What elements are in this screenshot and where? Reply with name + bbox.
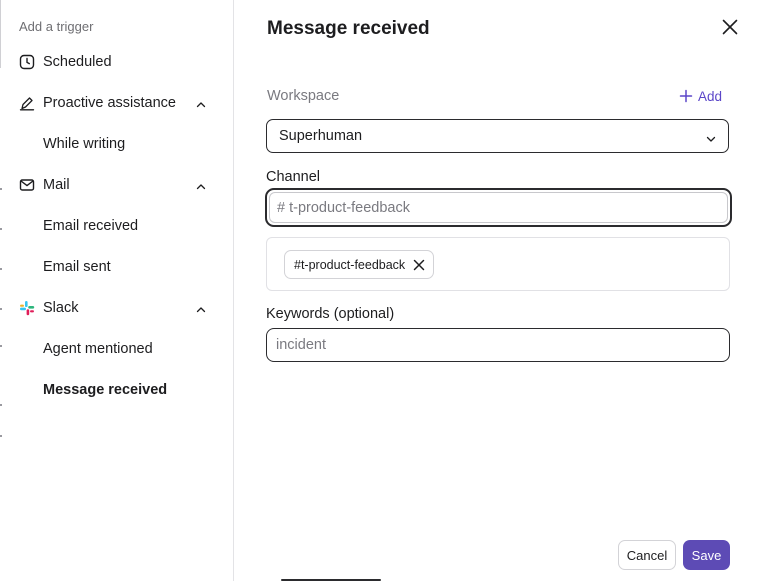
sidebar-item-label: Email received (43, 218, 139, 234)
pen-sparkle-icon (19, 95, 35, 111)
workspace-selected-value: Superhuman (279, 128, 363, 144)
channel-label: Channel (266, 169, 321, 185)
sidebar-item-email-sent[interactable] (0, 252, 233, 282)
slack-icon (19, 300, 35, 316)
channel-input-focus-ring (265, 188, 732, 227)
channel-chip (284, 250, 434, 279)
add-button-label: Add (698, 88, 723, 104)
workspace-select[interactable] (266, 119, 729, 153)
chevron-up-icon[interactable] (196, 98, 206, 108)
sidebar-item-label: Mail (43, 177, 70, 193)
sidebar-item-label: Scheduled (43, 54, 112, 70)
plus-icon (679, 89, 693, 103)
sidebar-item-while-writing[interactable] (0, 129, 233, 159)
chevron-up-icon[interactable] (196, 303, 206, 313)
mail-icon (19, 177, 35, 193)
sidebar-item-mail[interactable] (0, 170, 233, 200)
sidebar-heading: Add a trigger (19, 19, 94, 34)
sidebar-item-label: Message received (43, 382, 168, 398)
sidebar-item-proactive-assistance[interactable] (0, 88, 233, 118)
sidebar-item-scheduled[interactable] (0, 47, 233, 77)
save-button[interactable]: Save (683, 540, 730, 570)
chevron-down-icon (706, 132, 716, 142)
channel-chip-list (266, 237, 730, 291)
clock-icon (19, 54, 35, 70)
keywords-label: Keywords (optional) (266, 306, 395, 322)
workspace-label: Workspace (267, 88, 340, 104)
sidebar-item-slack[interactable] (0, 293, 233, 323)
edge-tick (0, 435, 2, 437)
channel-chip-label: #t-product-feedback (294, 257, 406, 272)
sidebar-item-message-received[interactable] (0, 375, 233, 405)
page-title: Message received (267, 18, 430, 39)
close-button[interactable] (719, 16, 741, 38)
sidebar-item-label: Proactive assistance (43, 95, 176, 111)
sidebar (0, 0, 234, 581)
sidebar-item-label: While writing (43, 136, 126, 152)
sidebar-item-label: Agent mentioned (43, 341, 153, 357)
sidebar-item-agent-mentioned[interactable] (0, 334, 233, 364)
chevron-up-icon[interactable] (196, 180, 206, 190)
sidebar-item-email-received[interactable] (0, 211, 233, 241)
add-workspace-button[interactable] (679, 86, 722, 106)
trigger-config-panel (235, 0, 757, 581)
keywords-input[interactable]: incident (266, 328, 730, 362)
channel-input[interactable]: # t-product-feedback (269, 192, 728, 223)
close-icon (719, 16, 741, 38)
sidebar-item-label: Email sent (43, 259, 111, 275)
remove-chip-icon[interactable] (413, 259, 425, 271)
sidebar-item-label: Slack (43, 300, 79, 316)
cancel-button[interactable]: Cancel (618, 540, 676, 570)
